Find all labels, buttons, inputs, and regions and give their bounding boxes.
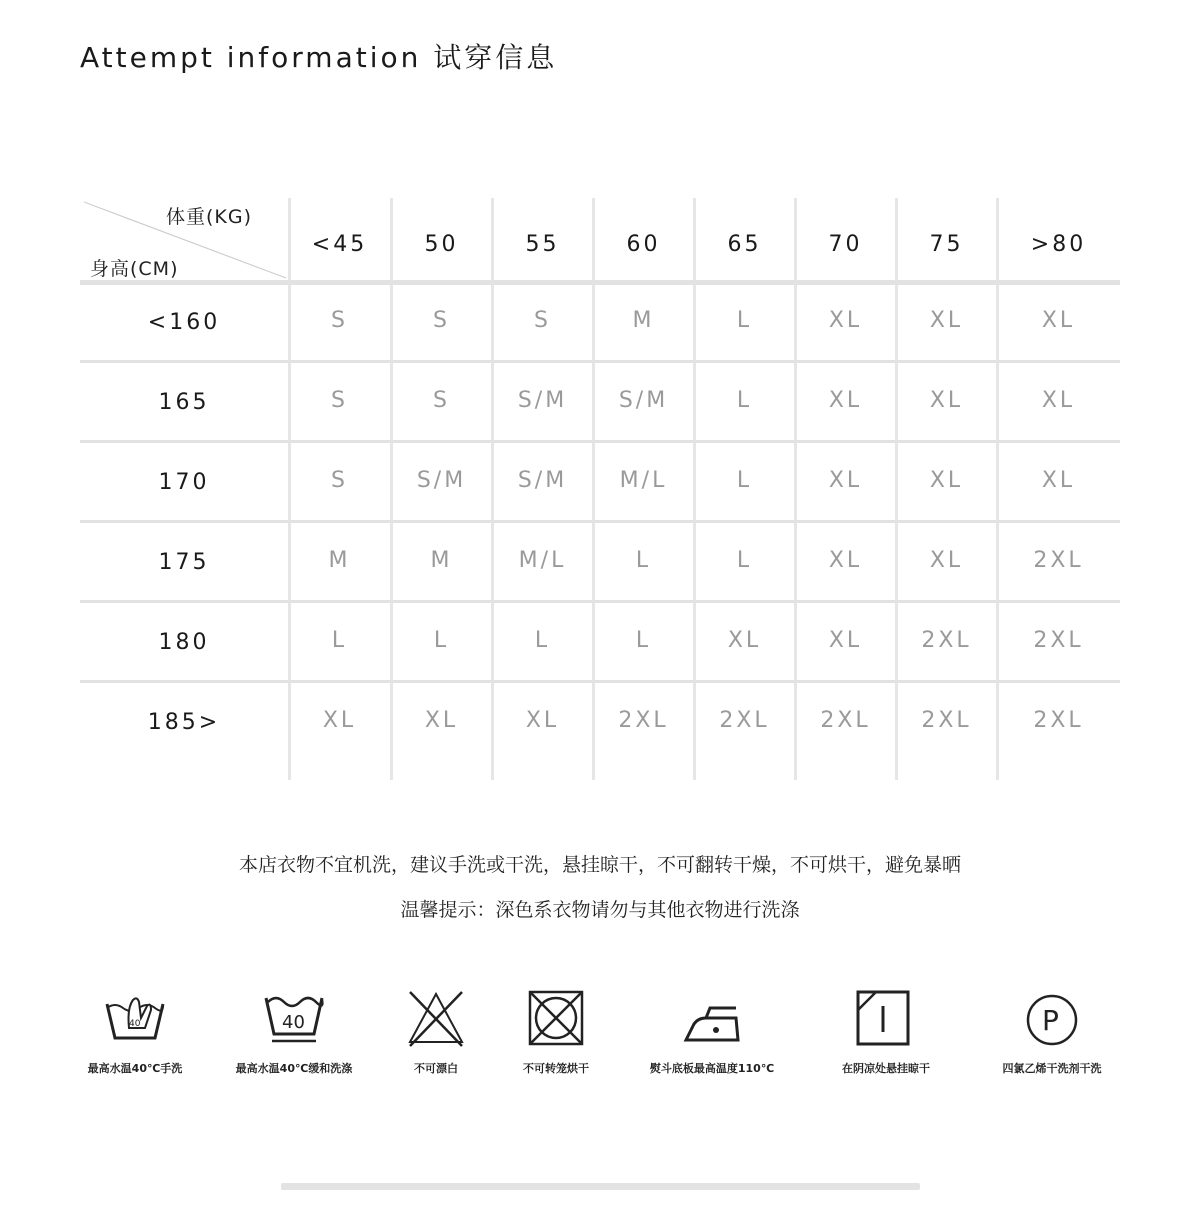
size-cell: XL <box>1041 308 1076 333</box>
size-cell: S <box>433 308 450 333</box>
line-dry-shade-icon <box>854 988 914 1048</box>
height-axis-label: 身高(CM) <box>90 258 179 280</box>
height-row-header: 170 <box>158 470 210 495</box>
row-divider <box>80 360 1120 363</box>
iron-110-icon <box>680 988 744 1048</box>
bottom-divider-bar <box>281 1183 920 1190</box>
size-cell: L <box>635 548 652 573</box>
size-cell: XL <box>1041 388 1076 413</box>
size-cell: L <box>736 308 753 333</box>
size-cell: S/M <box>517 468 568 493</box>
size-cell: M <box>430 548 453 573</box>
size-cell: 2XL <box>1033 548 1084 573</box>
height-row-header: 175 <box>158 550 210 575</box>
table-corner-header <box>80 198 288 282</box>
size-cell: XL <box>828 548 863 573</box>
care-item-hand-wash <box>78 988 192 1078</box>
care-instructions-note: 本店衣物不宜机洗，建议手洗或干洗，悬挂晾干，不可翻转干燥，不可烘干，避免暴晒 <box>238 854 961 876</box>
size-cell: S/M <box>517 388 568 413</box>
size-cell: 2XL <box>921 708 972 733</box>
height-row-header: 185> <box>147 710 221 735</box>
size-cell: L <box>635 628 652 653</box>
wash-temp-text: 40 <box>282 1012 305 1033</box>
size-cell: S <box>331 308 348 333</box>
no-bleach-icon <box>404 988 468 1048</box>
care-item-line-dry <box>826 988 946 1078</box>
weight-column-header: 65 <box>727 232 762 257</box>
header-divider <box>80 280 1120 285</box>
height-row-header: 180 <box>158 630 210 655</box>
size-cell: XL <box>828 388 863 413</box>
svg-text:40: 40 <box>129 1019 141 1029</box>
height-row-header: <160 <box>147 310 221 335</box>
care-item-dry-clean <box>982 988 1122 1078</box>
page-title: Attempt information 试穿信息 <box>80 41 558 74</box>
size-cell: XL <box>929 388 964 413</box>
care-label: 四氯乙烯干洗剂干洗 <box>1002 1062 1102 1075</box>
size-cell: S/M <box>618 388 669 413</box>
care-item-no-bleach <box>396 988 476 1078</box>
size-cell: 2XL <box>1033 628 1084 653</box>
size-cell: S <box>331 388 348 413</box>
size-cell: XL <box>929 468 964 493</box>
size-cell: S <box>433 388 450 413</box>
gentle-wash-40-icon <box>262 988 326 1048</box>
size-chart-table <box>80 198 1120 780</box>
weight-column-header: 60 <box>626 232 661 257</box>
size-cell: XL <box>525 708 560 733</box>
row-divider <box>80 440 1120 443</box>
care-item-gentle-wash <box>222 988 366 1078</box>
size-cell: M/L <box>619 468 668 493</box>
size-cell: XL <box>424 708 459 733</box>
weight-column-header: 50 <box>424 232 459 257</box>
warm-tip-note: 温馨提示：深色系衣物请勿与其他衣物进行洗涤 <box>400 899 800 921</box>
size-cell: L <box>736 548 753 573</box>
size-cell: XL <box>828 468 863 493</box>
weight-column-header: 55 <box>525 232 560 257</box>
weight-column-header: 70 <box>828 232 863 257</box>
weight-column-header: <45 <box>311 232 368 257</box>
size-cell: L <box>736 388 753 413</box>
row-divider <box>80 600 1120 603</box>
size-cell: XL <box>929 548 964 573</box>
no-tumble-dry-icon <box>526 988 586 1048</box>
size-cell: 2XL <box>719 708 770 733</box>
size-cell: XL <box>322 708 357 733</box>
size-cell: S/M <box>416 468 467 493</box>
size-cell: L <box>331 628 348 653</box>
dry-clean-p-icon <box>1022 988 1082 1048</box>
size-cell: XL <box>828 628 863 653</box>
size-cell: S <box>331 468 348 493</box>
weight-axis-label: 体重(KG) <box>166 206 253 228</box>
size-cell: S <box>534 308 551 333</box>
hand-wash-icon <box>103 988 167 1048</box>
care-label: 最高水温40℃手洗 <box>87 1062 183 1075</box>
size-cell: XL <box>828 308 863 333</box>
height-row-header: 165 <box>158 390 210 415</box>
care-label: 熨斗底板最高温度110℃ <box>649 1062 775 1075</box>
size-cell: M/L <box>518 548 567 573</box>
care-item-no-tumble-dry <box>508 988 604 1078</box>
size-cell: L <box>433 628 450 653</box>
size-cell: L <box>736 468 753 493</box>
size-cell: XL <box>929 308 964 333</box>
size-cell: 2XL <box>1033 708 1084 733</box>
size-cell: M <box>632 308 655 333</box>
size-cell: 2XL <box>921 628 972 653</box>
weight-column-header: 75 <box>929 232 964 257</box>
care-item-iron <box>636 988 788 1078</box>
size-cell: XL <box>1041 468 1076 493</box>
care-label: 最高水温40℃缓和洗涤 <box>235 1062 353 1075</box>
size-cell: XL <box>727 628 762 653</box>
row-divider <box>80 680 1120 683</box>
care-label: 不可漂白 <box>414 1062 458 1075</box>
size-cell: 2XL <box>820 708 871 733</box>
size-cell: 2XL <box>618 708 669 733</box>
dry-clean-symbol: P <box>1042 1004 1059 1037</box>
size-cell: M <box>328 548 351 573</box>
weight-column-header: >80 <box>1030 232 1087 257</box>
care-label: 不可转笼烘干 <box>523 1062 589 1075</box>
size-cell: L <box>534 628 551 653</box>
row-divider <box>80 520 1120 523</box>
care-label: 在阴凉处悬挂晾干 <box>842 1062 930 1075</box>
